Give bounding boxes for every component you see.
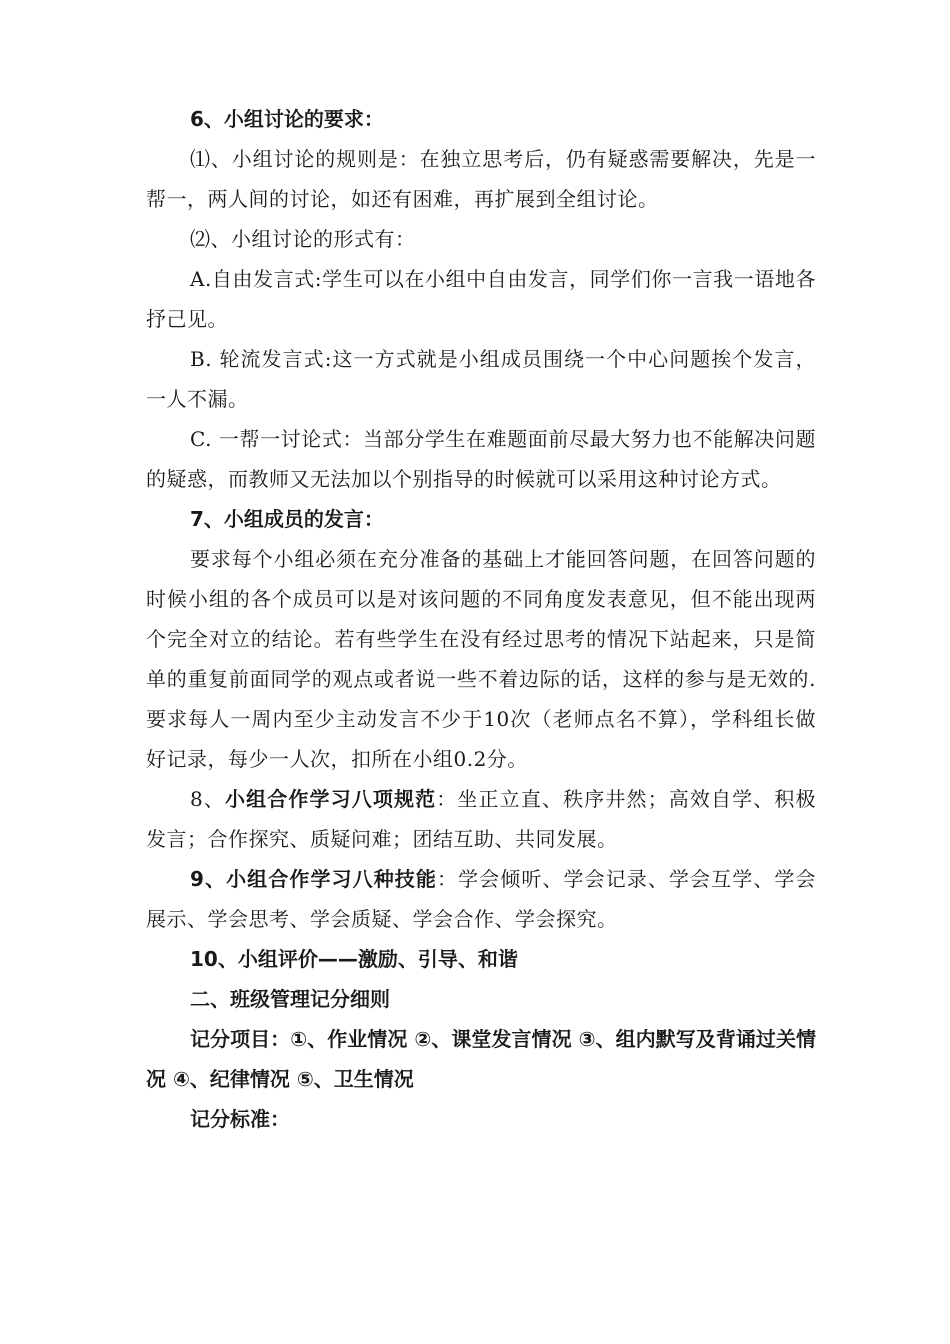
section-9-paragraph	[146, 859, 816, 939]
document-page	[146, 99, 816, 1139]
scoring-items-line: 记分项目：①、作业情况 ②、课堂发言情况 ③、组内默写及背诵过关情况 ④、纪律情况 ⑤、卫生情况	[146, 1027, 816, 1091]
section-10-heading: 10、小组评价——激励、引导、和谐	[190, 947, 518, 971]
section-6-form-c: C. 一帮一讨论式：当部分学生在难题面前尽最大努力也不能解决问题的疑惑，而教师又无法加以个别指导的时候就可以采用这种讨论方式。	[146, 427, 816, 491]
section-6-heading: 6、小组讨论的要求：	[190, 107, 384, 131]
section-7-heading: 7、小组成员的发言：	[190, 507, 384, 531]
section-6-rule-paragraph: ⑴、小组讨论的规则是：在独立思考后，仍有疑惑需要解决，先是一帮一，两人间的讨论，如还有困难，再扩展到全组讨论。	[146, 147, 816, 211]
section-8-content: ：坐正立直、秩序井然；高效自学、积极发言；合作探究、质疑问难；团结互助、共同发展。	[146, 787, 817, 851]
section-6-forms-heading: ⑵、小组讨论的形式有：	[190, 227, 416, 251]
section-7-paragraph: 要求每个小组必须在充分准备的基础上才能回答问题，在回答问题的时候小组的各个成员可以是对该问题的不同角度发表意见，但不能出现两个完全对立的结论。若有些学生在没有经过思考的情况下站起来，只是简单的重复前面同学的观点或者说一些不着边际的话，这样的参与是无效的. 要求每人一周内至少主动发言不少于10次（老师点名不算），学科组长做好记录，每少一人次，扣所在小组0.2分。	[146, 547, 816, 771]
section-6-form-a: A.自由发言式:学生可以在小组中自由发言，同学们你一言我一语地各抒己见。	[146, 267, 816, 331]
section-8-heading: 小组合作学习八项规范	[224, 787, 437, 811]
section-6-form-b: B. 轮流发言式:这一方式就是小组成员围绕一个中心问题挨个发言，一人不漏。	[146, 347, 816, 411]
section-8-paragraph	[146, 779, 816, 859]
section-8-number: 8、	[190, 787, 225, 811]
section-9-heading: 9、小组合作学习八种技能	[190, 867, 437, 891]
section-9-content: ：学会倾听、学会记录、学会互学、学会展示、学会思考、学会质疑、学会合作、学会探究。	[146, 867, 816, 931]
part-2-heading: 二、班级管理记分细则	[190, 987, 390, 1011]
scoring-standard-heading: 记分标准：	[190, 1107, 290, 1131]
